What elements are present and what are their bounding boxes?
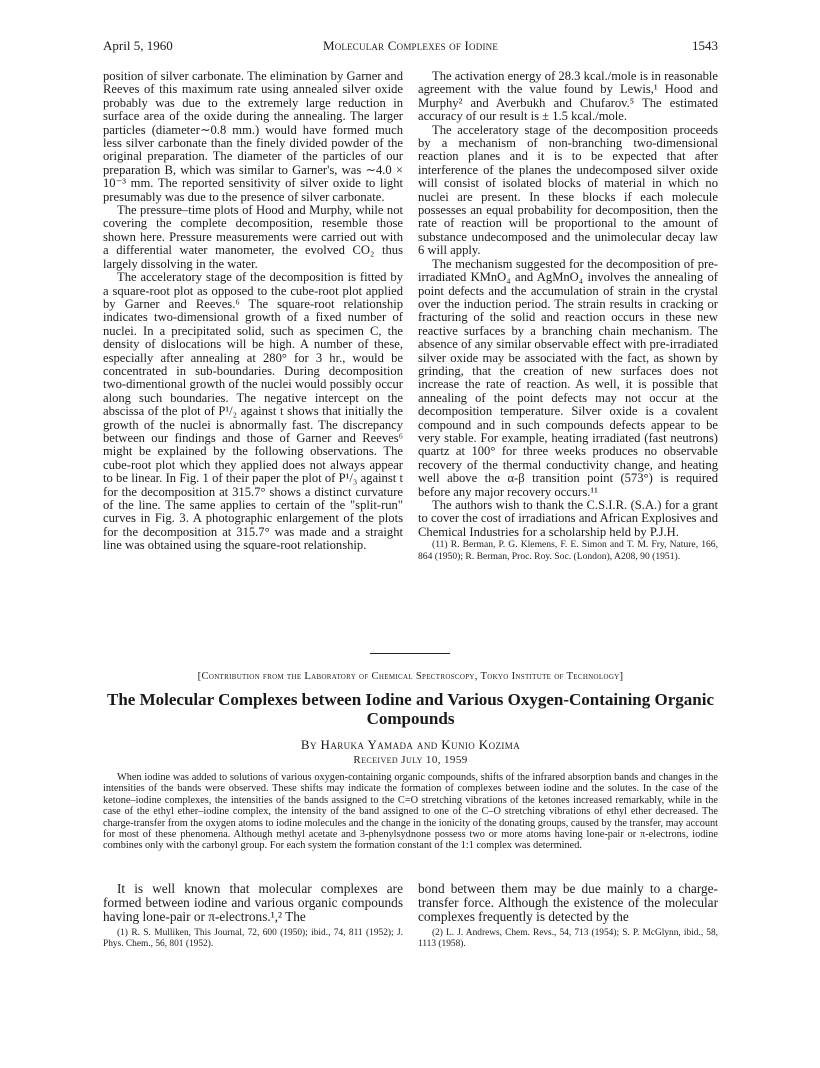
paragraph: The acceleratory stage of the decomposition proceeds by a mechanism of non-branching two-dimensional reaction planes and it is to be expected that after interference of the planes the undecomposed silver oxide will consist of isolated blocks of material in which no nuclei are present. In these blocks if each molecule possesses an equal probability for decomposition, then the rate of reaction will be proportional to the amount of substance undecomposed and the unimolecular decay law 6 will apply.: [418, 122, 718, 258]
paragraph: The pressure–time plots of Hood and Murphy, while not covering the complete decomposition, resemble those shown here. Pressure measurements were carried out with a differential water manometer, the evolved CO₂ thus largely dissolving in the water.: [103, 203, 403, 271]
footnote: (11) R. Berman, P. G. Klemens, F. E. Simon and T. M. Fry, Nature, 166, 864 (1950); R. Berman, Proc. Roy. Soc. (London), A208, 90 (1951).: [418, 539, 718, 562]
left-column: [103, 70, 403, 553]
authors: By Haruka Yamada and Kunio Kozima: [300, 737, 521, 752]
received-date: Received July 10, 1959: [353, 754, 468, 766]
paragraph: The mechanism suggested for the decomposition of pre-irradiated KMnO₄ and AgMnO₄ involves the annealing of point defects and the accumulation of strain in the crystal over the induction period. The strain results in cracking or fracturing of the solid and reaction occurs in these new reactive surfaces by a branching chain mechanism. The absence of any similar observable effect with pre-irradiated silver oxide may be associated with the fact, as shown by grinding, that the creation of new surfaces does not increase the rate of reaction. As well, it is possible that annealing of the point defects may not occur at the decomposition temperature. Silver oxide is a covalent compound and in such compounds defects appear to be very stable. For example, heating irradiated (fast neutrons) quartz at 100° for three weeks produces no observable recovery of the thermal conductivity change, and heating well above the α-β transition point (573°) is required before any major recovery occurs.¹¹: [418, 256, 718, 499]
paragraph: It is well known that molecular complexes are formed between iodine and various organic compounds having lone-pair or π-electrons.¹,² The: [103, 881, 403, 925]
paragraph: The authors wish to thank the C.S.I.R. (S.A.) for a grant to cover the cost of irradiations and African Explosives and Chemical Industries for a scholarship held by P.J.H.: [418, 498, 718, 539]
footnote: (2) L. J. Andrews, Chem. Revs., 54, 713 (1954); S. P. McGlynn, ibid., 58, 1113 (1958).: [418, 927, 718, 949]
paragraph: bond between them may be due mainly to a charge-transfer force. Although the existence of the molecular complexes frequently is detected by the: [418, 881, 718, 925]
running-title: Molecular Complexes of Iodine: [322, 38, 499, 53]
paragraph: position of silver carbonate. The elimination by Garner and Reeves of this maximum rate using annealed silver oxide probably was due to the extremely large reduction in surface area of the oxide during the annealing. The larger particles (diameter∼0.8 mm.) would have formed much less silver carbonate than the finely divided powder of the original preparation. The diameter of the particles of our preparation B, which was similar to Garner's, was ∼4.0 × 10⁻³ mm. The reported sensitivity of silver oxide to light presumably was due to the presence of silver carbonate.: [103, 69, 403, 204]
right-column: [418, 70, 718, 562]
footnote: (1) R. S. Mulliken, This Journal, 72, 600 (1950); ibid., 74, 811 (1952); J. Phys. Chem., 56, 801 (1952).: [103, 927, 403, 949]
article-body-left: [103, 882, 403, 950]
abstract: When iodine was added to solutions of various oxygen-containing organic compounds, shifts of the infrared absorption bands and changes in the intensities of the bands were observed. These shifts may indicate the formation of complexes between iodine and the solutes. In the case of the ketone–iodine complexes, the intensities of the bands assigned to the C=O stretching vibrations of the ketones increased remarkably, while in the case of the ethyl ether–iodine complex, the intensity of the band assigned to one of the C–O stretching vibrations of ethyl ether decreased. The charge-transfer from the oxygen atoms to iodine molecules and the change in the ionicity of the donating groups, caused by the transfer, may account for most of these phenomena. Although methyl acetate and 3-phenylsydnone possess two or more atoms having lone-pair or π-electrons, iodine combines only with the carbonyl group. For each system the formation constant of the 1:1 complex was determined.: [103, 772, 719, 852]
article-body-right: [418, 882, 718, 950]
page-number: 1543: [692, 38, 718, 53]
header-date: April 5, 1960: [103, 38, 173, 53]
paragraph: The acceleratory stage of the decomposition is fitted by a square-root plot as opposed to the cube-root plot applied by Garner and Reeves.⁶ The square-root relationship indicates two-dimensional growth of a fixed number of nuclei. In a precipitated solid, such as specimen C, the density of dislocations will be high. A number of these, especially after annealing at 280° for 3 hr., would be concentrated in sub-boundaries. During decomposition two-dimentional growth of the nuclei would possibly occur along such boundaries. The negative intercept on the abscissa of the plot of P¹/₂ against t shows that initially the growth of the nuclei is abnormally fast. The discrepancy between our findings and those of Garner and Reeves⁶ might be explained by the following observations. The cube-root plot which they applied does not always appear to be linear. In Fig. 1 of their paper the plot of P¹/₃ against t for the decomposition at 315.7° shows a distinct curvature of the line. The same applies to certain of the "split-run" curves in Fig. 3. A photographic enlargement of the plots for the decomposition at 315.7° was made and a straight line was obtained using the square-root relationship.: [103, 270, 403, 553]
section-divider: [370, 653, 450, 654]
article-title: The Molecular Complexes between Iodine and Various Oxygen-Containing Organic Compounds: [107, 690, 714, 728]
paragraph: The activation energy of 28.3 kcal./mole is in reasonable agreement with the value found by Lewis,¹ Hood and Murphy² and Averbukh and Chufarov.⁵ The estimated accuracy of our result is ± 1.5 kcal./mole.: [418, 69, 718, 124]
page-header: [103, 38, 718, 54]
contribution-line: [Contribution from the Laboratory of Chemical Spectroscopy, Tokyo Institute of Technology]: [197, 671, 624, 682]
